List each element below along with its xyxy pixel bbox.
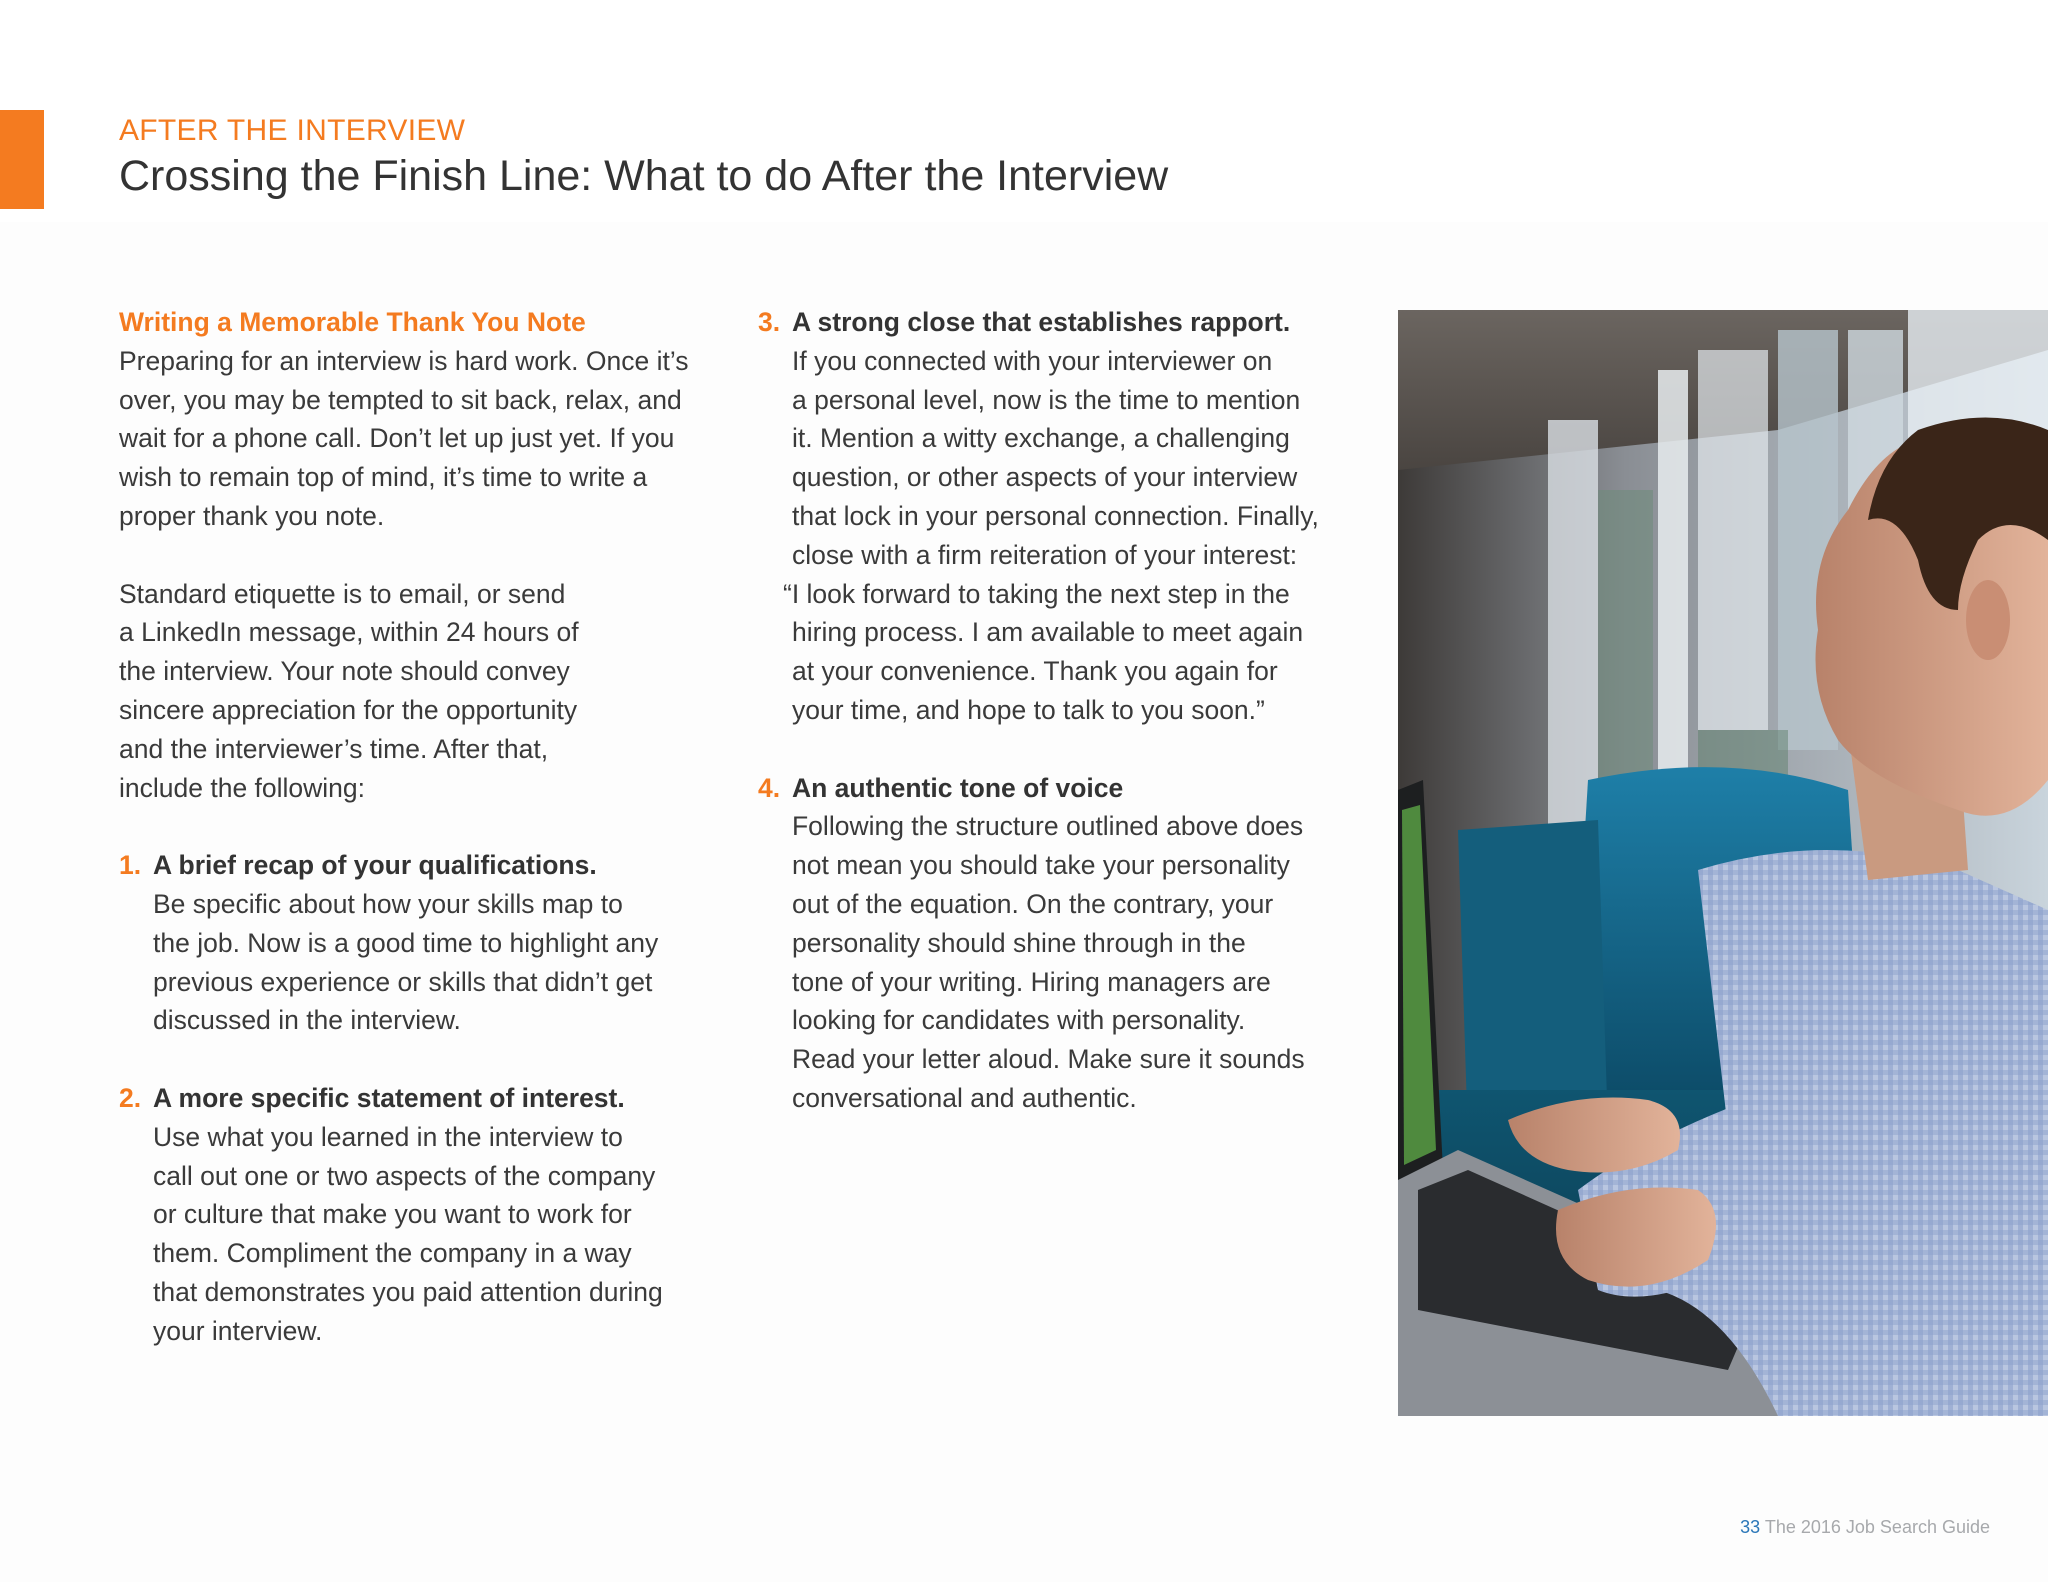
item-line: or culture that make you want to work for (153, 1199, 632, 1230)
item-line: looking for candidates with personality. (792, 1005, 1246, 1036)
list-item-qualifications (119, 846, 709, 1040)
item-line: your interview. (153, 1315, 323, 1346)
item-line: personality should shine through in the (792, 927, 1246, 958)
paragraph-line: and the interviewer’s time. After that, (119, 733, 549, 764)
item-line: Use what you learned in the interview to (153, 1121, 623, 1152)
quote-line: “I look forward to taking the next step in the (783, 578, 1290, 609)
quote-line: your time, and hope to talk to you soon.” (792, 694, 1265, 725)
section-subhead: Writing a Memorable Thank You Note (119, 307, 586, 337)
paragraph-line: over, you may be tempted to sit back, relax, and (119, 384, 682, 415)
man-typing-on-laptop-photo (1398, 310, 2048, 1416)
item-line: discussed in the interview. (153, 1005, 461, 1036)
item-line: close with a firm reiteration of your interest: (792, 539, 1298, 570)
paragraph-line: wish to remain top of mind, it’s time to write a (119, 462, 648, 493)
etiquette-paragraph (119, 575, 709, 808)
accent-bar (0, 110, 44, 209)
item-line: Be specific about how your skills map to (153, 888, 623, 919)
page-number: 33 (1740, 1517, 1761, 1537)
item-line: out of the equation. On the contrary, your (792, 888, 1274, 919)
item-line: If you connected with your interviewer on (792, 345, 1273, 376)
item-line: them. Compliment the company in a way (153, 1238, 632, 1269)
paragraph-line: a LinkedIn message, within 24 hours of (119, 617, 579, 648)
page-footer (1740, 1517, 1990, 1538)
item-number: 1. (119, 850, 142, 881)
item-line: tone of your writing. Hiring managers are (792, 966, 1271, 997)
paragraph-line: proper thank you note. (119, 500, 385, 531)
item-number: 2. (119, 1082, 142, 1113)
item-number: 4. (758, 772, 781, 803)
right-column (758, 303, 1348, 1118)
guide-title: The 2016 Job Search Guide (1764, 1517, 1990, 1537)
item-line: that lock in your personal connection. Finally, (792, 500, 1319, 531)
item-line: not mean you should take your personality (792, 850, 1290, 881)
intro-paragraph (119, 342, 709, 536)
left-column (119, 303, 709, 1351)
paragraph-line: Preparing for an interview is hard work. Once it’s (119, 345, 689, 376)
item-line: conversational and authentic. (792, 1082, 1137, 1113)
quote-line: at your convenience. Thank you again for (792, 656, 1278, 687)
item-line: previous experience or skills that didn’t get (153, 966, 653, 997)
item-title: A brief recap of your qualifications. (153, 850, 597, 881)
paragraph-line: Standard etiquette is to email, or send (119, 578, 566, 609)
item-line: call out one or two aspects of the company (153, 1160, 656, 1191)
item-line: question, or other aspects of your interview (792, 462, 1298, 493)
item-title: A strong close that establishes rapport. (792, 307, 1291, 337)
page-title: Crossing the Finish Line: What to do After the Interview (119, 152, 1169, 200)
item-line: a personal level, now is the time to mention (792, 384, 1301, 415)
paragraph-line: wait for a phone call. Don’t let up just yet. If you (119, 423, 675, 454)
item-line: the job. Now is a good time to highlight any (153, 927, 659, 958)
item-line: Following the structure outlined above does (792, 811, 1304, 842)
paragraph-line: sincere appreciation for the opportunity (119, 694, 578, 725)
item-line: it. Mention a witty exchange, a challenging (792, 423, 1290, 454)
list-item-close (758, 303, 1348, 730)
item-title: A more specific statement of interest. (153, 1082, 625, 1113)
item-line: that demonstrates you paid attention during (153, 1276, 663, 1307)
list-item-tone (758, 769, 1348, 1118)
paragraph-line: include the following: (119, 772, 366, 803)
paragraph-line: the interview. Your note should convey (119, 656, 570, 687)
item-number: 3. (758, 307, 781, 337)
section-eyebrow: AFTER THE INTERVIEW (119, 114, 466, 147)
item-title: An authentic tone of voice (792, 772, 1124, 803)
item-line: Read your letter aloud. Make sure it sounds (792, 1044, 1305, 1075)
quote-line: hiring process. I am available to meet again (792, 617, 1304, 648)
list-item-interest (119, 1079, 709, 1351)
